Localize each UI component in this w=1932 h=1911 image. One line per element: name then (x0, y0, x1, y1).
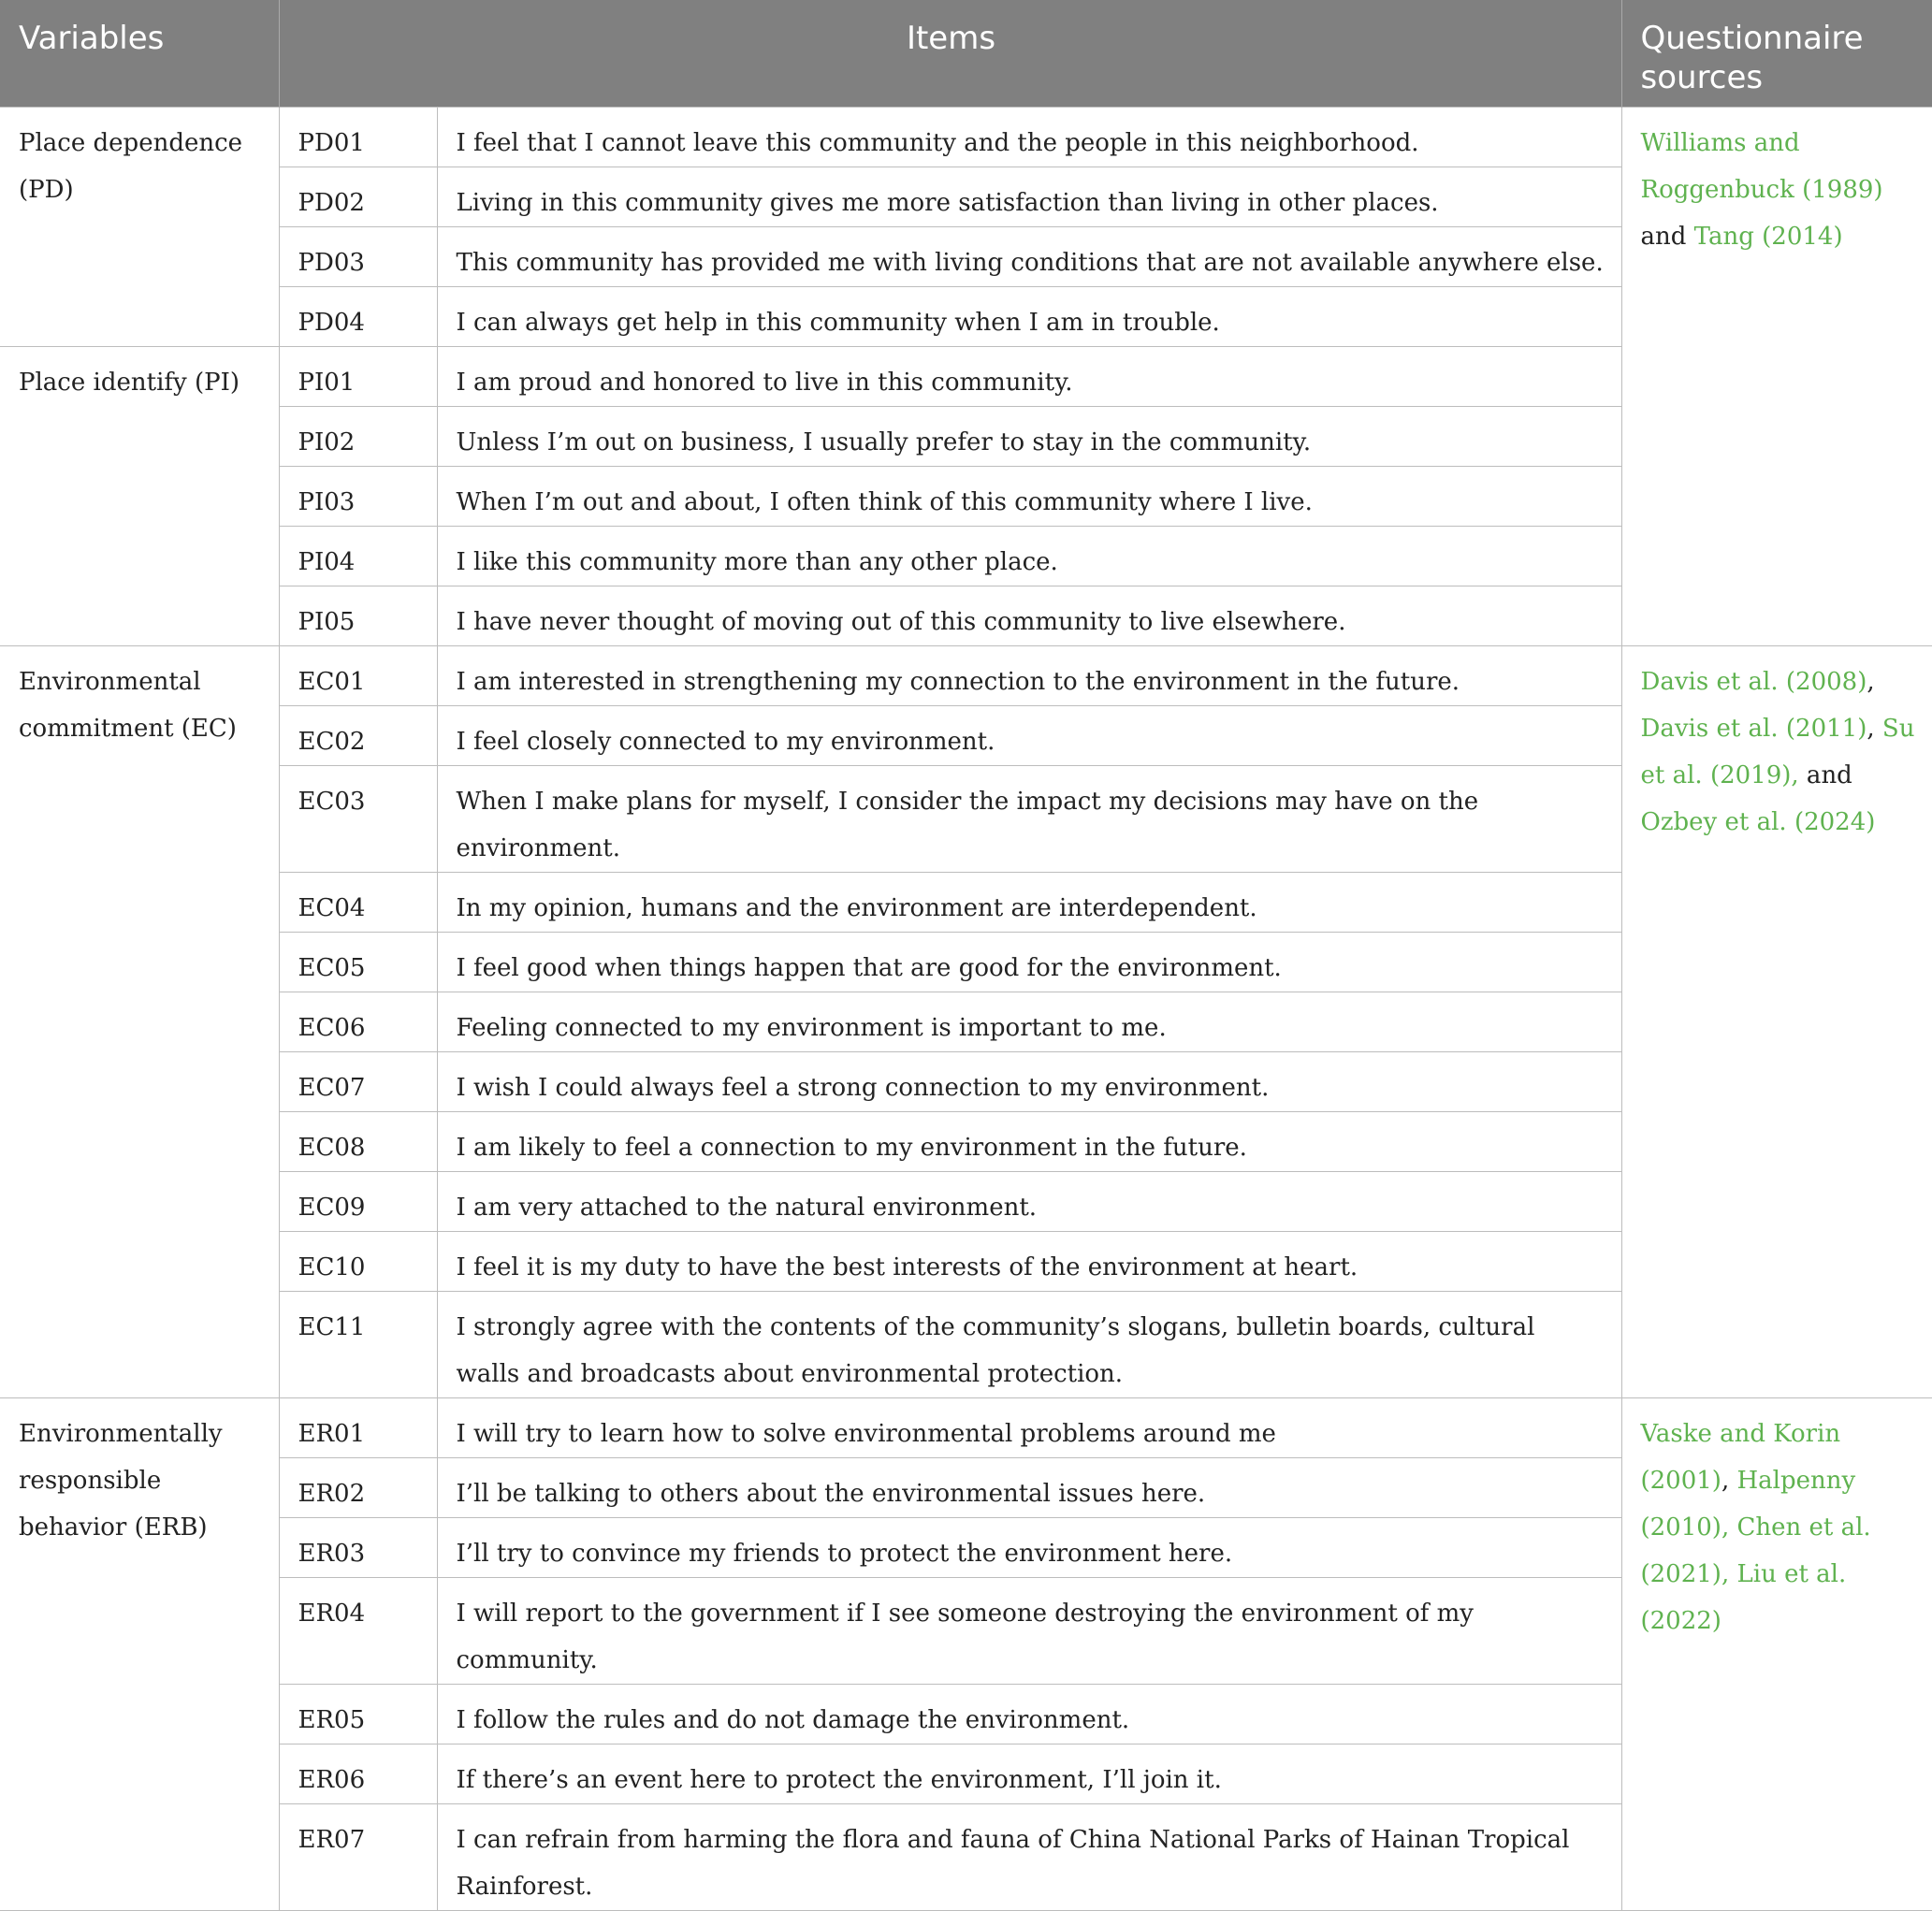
citation-link[interactable]: Su et al. (2019), (1640, 714, 1915, 789)
item-code: ER03 (279, 1517, 437, 1577)
item-code: PI02 (279, 406, 437, 466)
citation-link[interactable]: Davis et al. (2008) (1640, 667, 1867, 696)
table-row (0, 1397, 1932, 1457)
citation-link[interactable]: Williams and Roggenbuck (1989) (1640, 128, 1883, 204)
item-code: PI03 (279, 466, 437, 526)
source-text: , (1721, 1466, 1737, 1495)
questionnaire-source (1621, 1397, 1932, 1910)
table-row (0, 107, 1932, 166)
table-header-row (0, 0, 1932, 107)
item-code: EC10 (279, 1231, 437, 1291)
item-code: EC06 (279, 992, 437, 1051)
item-code: PD03 (279, 226, 437, 286)
item-code: ER06 (279, 1744, 437, 1803)
item-code: ER02 (279, 1457, 437, 1517)
item-text: I strongly agree with the contents of the community’s slogans, bulletin boards, cultural walls and broadcasts about environmental protection. (437, 1291, 1621, 1397)
citation-link[interactable]: Ozbey et al. (2024) (1640, 807, 1876, 836)
item-text: I can refrain from harming the flora and fauna of China National Parks of Hainan Tropical Rainforest. (437, 1803, 1621, 1910)
item-text: I feel it is my duty to have the best interests of the environment at heart. (437, 1231, 1621, 1291)
table-row (0, 645, 1932, 705)
citation-link[interactable]: Tang (2014) (1693, 222, 1843, 251)
item-code: PD01 (279, 107, 437, 166)
item-code: EC08 (279, 1111, 437, 1171)
item-text: I feel good when things happen that are good for the environment. (437, 932, 1621, 992)
item-code: ER04 (279, 1577, 437, 1684)
item-code: EC04 (279, 872, 437, 932)
item-code: PI04 (279, 526, 437, 586)
item-text: Unless I’m out on business, I usually prefer to stay in the community. (437, 406, 1621, 466)
item-code: PI01 (279, 346, 437, 406)
variable-name: Place identify (PI) (0, 346, 279, 645)
item-code: EC01 (279, 645, 437, 705)
questionnaire-source (1621, 645, 1932, 1397)
citation-link[interactable]: Halpenny (2010), Chen et al. (2021), Liu et al. (2022) (1640, 1466, 1871, 1635)
item-code: EC03 (279, 765, 437, 872)
item-text: Living in this community gives me more satisfaction than living in other places. (437, 166, 1621, 226)
item-code: EC09 (279, 1171, 437, 1231)
item-code: ER01 (279, 1397, 437, 1457)
item-code: PD04 (279, 286, 437, 346)
item-text: Feeling connected to my environment is important to me. (437, 992, 1621, 1051)
item-text: This community has provided me with living conditions that are not available anywhere else. (437, 226, 1621, 286)
questionnaire-source (1621, 107, 1932, 645)
source-text: and (1798, 760, 1852, 789)
item-text: I have never thought of moving out of this community to live elsewhere. (437, 586, 1621, 645)
header-variables: Variables (0, 0, 279, 107)
item-text: I will report to the government if I see someone destroying the environment of my community. (437, 1577, 1621, 1684)
item-text: If there’s an event here to protect the environment, I’ll join it. (437, 1744, 1621, 1803)
item-text: I will try to learn how to solve environmental problems around me (437, 1397, 1621, 1457)
citation-link[interactable]: Vaske and Korin (2001) (1640, 1419, 1841, 1495)
item-code: EC07 (279, 1051, 437, 1111)
item-text: I feel closely connected to my environment. (437, 705, 1621, 765)
item-text: I like this community more than any other place. (437, 526, 1621, 586)
item-code: EC02 (279, 705, 437, 765)
item-code: EC05 (279, 932, 437, 992)
variable-name: Place dependence (PD) (0, 107, 279, 346)
item-text: I am likely to feel a connection to my environment in the future. (437, 1111, 1621, 1171)
header-items: Items (279, 0, 1621, 107)
item-code: ER07 (279, 1803, 437, 1910)
item-text: In my opinion, humans and the environment are interdependent. (437, 872, 1621, 932)
item-code: EC11 (279, 1291, 437, 1397)
table-body (0, 107, 1932, 1910)
source-text: and (1640, 222, 1694, 251)
item-text: I wish I could always feel a strong connection to my environment. (437, 1051, 1621, 1111)
variable-name: Environmental commitment (EC) (0, 645, 279, 1397)
item-text: When I make plans for myself, I consider the impact my decisions may have on the environment. (437, 765, 1621, 872)
item-text: I follow the rules and do not damage the environment. (437, 1684, 1621, 1744)
item-text: I am proud and honored to live in this community. (437, 346, 1621, 406)
item-code: PI05 (279, 586, 437, 645)
item-text: I feel that I cannot leave this community and the people in this neighborhood. (437, 107, 1621, 166)
item-text: I’ll try to convince my friends to protect the environment here. (437, 1517, 1621, 1577)
item-text: I can always get help in this community when I am in trouble. (437, 286, 1621, 346)
item-code: PD02 (279, 166, 437, 226)
item-text: I am interested in strengthening my connection to the environment in the future. (437, 645, 1621, 705)
source-text: , (1867, 714, 1882, 743)
variable-name: Environmentally responsible behavior (ERB) (0, 1397, 279, 1910)
source-text: , (1867, 667, 1875, 696)
item-text: When I’m out and about, I often think of this community where I live. (437, 466, 1621, 526)
item-text: I’ll be talking to others about the environmental issues here. (437, 1457, 1621, 1517)
citation-link[interactable]: Davis et al. (2011) (1640, 714, 1867, 743)
item-code: ER05 (279, 1684, 437, 1744)
item-text: I am very attached to the natural environment. (437, 1171, 1621, 1231)
header-sources: Questionnaire sources (1621, 0, 1932, 107)
